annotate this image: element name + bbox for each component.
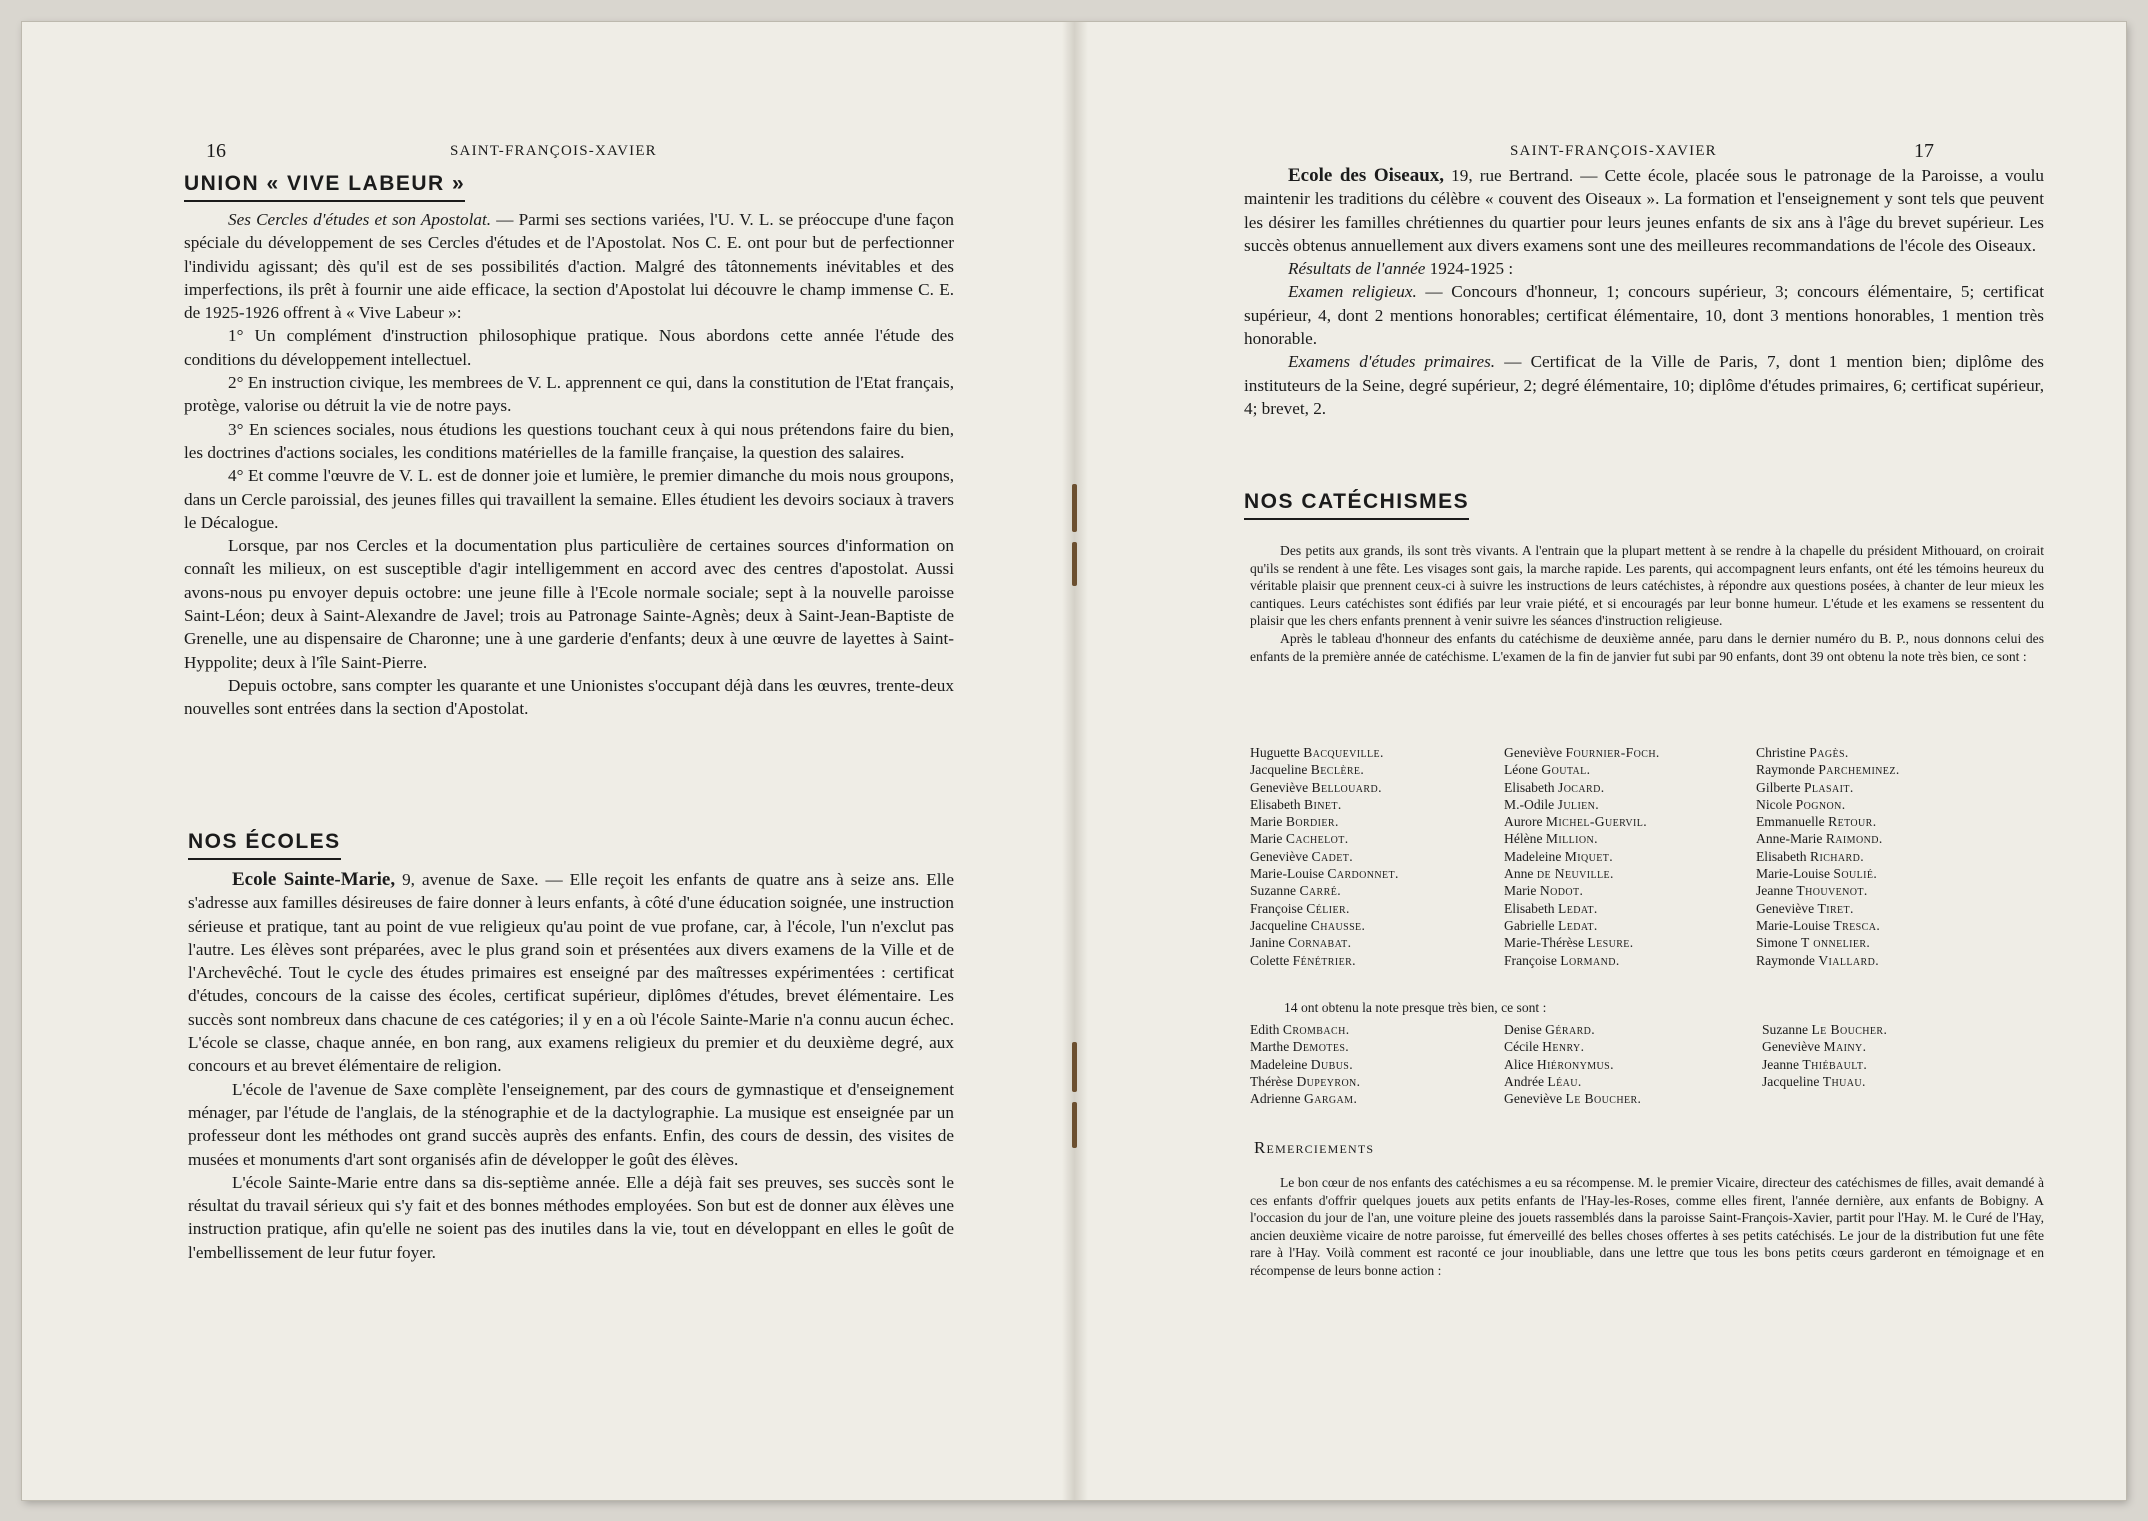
student-name [1250, 761, 1399, 778]
surname: Goutal. [1541, 762, 1591, 778]
first-name: Françoise [1250, 900, 1303, 916]
first-name: Anne [1504, 866, 1534, 882]
surname: Thuau. [1822, 1073, 1866, 1089]
student-name [1504, 900, 1660, 917]
oiseaux-text [1244, 164, 2044, 420]
student-name [1504, 744, 1660, 761]
surname: Tiret. [1817, 900, 1854, 916]
surname: Nodot. [1539, 883, 1584, 899]
student-name [1756, 952, 1900, 969]
first-name: Marie [1250, 814, 1283, 830]
student-name [1250, 900, 1399, 917]
first-name: Edith [1250, 1022, 1280, 1037]
first-name: Geneviève [1250, 779, 1309, 795]
student-name [1250, 952, 1399, 969]
student-name [1504, 813, 1660, 830]
surname: Le Boucher. [1811, 1022, 1888, 1037]
paragraph: L'école de l'avenue de Saxe complète l'enseignement, par des cours de gymnastique et d'enseignement ménager, par l'étude de l'anglais, de la sténographie et de la dactylographie. La musique est enseignée par un professeur dont les méthodes ont grand succès auprès des enfants. Enfin, des cours de dessin, des visites de musées et monuments d'art sont organisés afin de développer le goût des élèves. [188, 1079, 954, 1169]
student-name [1250, 1073, 1360, 1090]
presque-intro: 14 ont obtenu la note presque très bien, ce sont : [1284, 1000, 1547, 1015]
student-name [1504, 865, 1660, 882]
surname: Jocard. [1558, 779, 1605, 795]
first-name: Colette [1250, 952, 1290, 968]
first-name: Suzanne [1762, 1022, 1809, 1037]
ecoles-text [188, 868, 954, 1264]
surname: Beclère. [1310, 762, 1365, 778]
student-name [1504, 1021, 1641, 1038]
first-name: Andrée [1504, 1073, 1545, 1089]
surname: Lormand. [1560, 952, 1620, 968]
first-name: Jacqueline [1250, 917, 1308, 933]
section-heading-catechismes: NOS CATÉCHISMES [1244, 490, 1469, 520]
first-name: Elisabeth [1504, 779, 1555, 795]
surname: Bacqueville. [1303, 745, 1384, 760]
first-name: Madeleine [1504, 848, 1562, 864]
paragraph: 4° Et comme l'œuvre de V. L. est de donner joie et lumière, le premier dimanche du mois nous groupons, dans un Cercle paroissial, des jeunes filles qui travaillent la semaine. Elles étudient les devoirs sociaux à travers le Décalogue. [184, 466, 954, 532]
first-name: Geneviève [1762, 1039, 1821, 1055]
first-name: Marie [1250, 831, 1283, 847]
names-column [1250, 744, 1399, 969]
first-name: Adrienne [1250, 1091, 1301, 1107]
student-name [1504, 934, 1660, 951]
running-head: SAINT-FRANÇOIS-XAVIER [450, 143, 657, 159]
surname: Thouvenot. [1796, 883, 1868, 899]
surname: Pagès. [1809, 745, 1849, 760]
student-name [1504, 830, 1660, 847]
surname: Soulié. [1833, 866, 1878, 882]
student-name [1250, 1090, 1360, 1107]
student-name [1762, 1073, 1887, 1090]
surname: Cadet. [1311, 848, 1354, 864]
paragraph: L'école Sainte-Marie entre dans sa dis-septième année. Elle a déjà fait ses preuves, ses succès sont le résultat du travail sérieux qui s'y fait et des bonnes méthodes employées. Son but est de donner aux élèves une instruction pratique, afin qu'elle ne soient pas des inutiles dans la vie, tout en développant en elles le goût de l'embellissement de leur futur foyer. [188, 1172, 954, 1262]
surname: Célier. [1306, 900, 1350, 916]
student-name [1756, 796, 1900, 813]
first-name: Thérèse [1250, 1073, 1294, 1089]
first-name: Madeleine [1250, 1056, 1308, 1072]
surname: Bellouard. [1311, 779, 1382, 795]
student-name [1504, 1090, 1641, 1107]
paragraph: Des petits aux grands, ils sont très vivants. A l'entrain que la plupart mettent à se rendre à la chapelle du président Mithouard, on croirait qu'ils se rendent à une fête. Les visages sont gais, la marche rapide. Les parents, qui accompagnent leurs enfants, ont été les témoins heureux du véritable plaisir que prennent ceux-ci à suivre les instructions de leurs catéchistes, à répondre aux questions posées, à chanter de leur mieux les cantiques. Leurs catéchistes sont édifiés par leur vraie piété, et si encouragés par leur bonne humeur. L'étude et les examens se ressentent du plaisir que les chers enfants prennent à venir suivre les séances d'instruction religieuse. [1250, 543, 2044, 629]
surname: Viallard. [1818, 952, 1880, 968]
paragraph: Résultats de l'année 1924-1925 : [1288, 259, 1514, 279]
student-name [1504, 882, 1660, 899]
first-name: Elisabeth [1250, 796, 1301, 812]
names-column [1762, 1021, 1887, 1090]
inline-title: Ses Cercles d'études et son Apostolat. [228, 210, 492, 229]
surname: Gargam. [1304, 1091, 1358, 1107]
surname: Fénétrier. [1292, 952, 1356, 968]
first-name: Françoise [1504, 952, 1557, 968]
student-name [1504, 761, 1660, 778]
student-name [1756, 830, 1900, 847]
first-name: Marie-Louise [1756, 917, 1830, 933]
student-name [1504, 779, 1660, 796]
first-name: Jacqueline [1762, 1073, 1820, 1089]
first-name: Marie-Louise [1756, 866, 1830, 882]
first-name: Jeanne [1756, 883, 1793, 899]
surname: Pognon. [1795, 796, 1846, 812]
student-name [1250, 882, 1399, 899]
first-name: Marthe [1250, 1039, 1290, 1055]
surname: Dupeyron. [1296, 1073, 1361, 1089]
first-name: Aurore [1504, 814, 1543, 830]
student-name [1504, 917, 1660, 934]
paragraph: Après le tableau d'honneur des enfants du catéchisme de deuxième année, paru dans le dernier numéro du B. P., nous donnons celui des enfants de la première année de catéchisme. L'examen de la fin de janvier fut subi par 90 enfants, dont 39 ont obtenu la note très bien, ce sont : [1250, 630, 2044, 664]
surname: Miquet. [1564, 848, 1614, 864]
paragraph: Ecole Sainte-Marie, 9, avenue de Saxe. — Elle reçoit les enfants de quatre ans à seize ans. Elle s'adresse aux familles désireuses de faire donner à leurs enfants, à côté d'une éducation soignée, une instruction sérieuse et pratique, tant au point de vue religieux qu'au point de vue profane, car, à l'école, l'un n'exclut pas l'autre. Les élèves sont préparées, avec le plus grand soin et présentées aux divers examens de la Ville et de l'Archevêché. Tout le cycle des études primaires est enseigné par des maîtresses expérimentées : certificat d'études, concours de la caisse des écoles, certificat supérieur, diplômes d'études, brevet élémentaire. Les succès sont nombreux dans chacune de ces catégories; il y en a où l'école Sainte-Marie n'a connu aucun échec. L'école se classe, chaque année, en bon rang, aux examens religieux du premier et du deuxième degré, aux concours et au brevet élémentaire de religion. [188, 869, 954, 1076]
surname: Million. [1545, 831, 1598, 847]
student-name [1504, 796, 1660, 813]
section-heading-union: UNION « VIVE LABEUR » [184, 172, 465, 202]
first-name: Gilberte [1756, 779, 1801, 795]
surname: Michel-Guervil. [1545, 814, 1648, 830]
student-name [1762, 1056, 1887, 1073]
first-name: Léone [1504, 762, 1538, 778]
first-name: Elisabeth [1504, 900, 1555, 916]
first-name: Jeanne [1762, 1056, 1799, 1072]
paragraph: Le bon cœur de nos enfants des catéchismes a eu sa récompense. M. le premier Vicaire, directeur des catéchismes de filles, avait demandé à ces enfants d'offrir quelques jouets aux petits enfants de l'Hay-les-Roses, comme elles firent, l'année dernière, aux enfants de Bobigny. A l'occasion du jour de l'an, une voiture pleine des jouets rassemblés dans la paroisse Saint-François-Xavier, partit pour l'Hay. M. le Curé de l'Hay, ancien deuxième vicaire de notre paroisse, fut émerveillé des belles choses offertes à ses petits catéchisés. Le jour de la distribution fut une fête rare à l'Hay. Voilà comment est raconté ce jour inoubliable, dans une lettre que tous les bons petits cœurs garderont en témoignage et en récompense de leurs bonne action : [1250, 1175, 2044, 1278]
surname: Léau. [1547, 1073, 1582, 1089]
surname: Tresca. [1833, 917, 1881, 933]
surname: Hiéronymus. [1536, 1056, 1614, 1072]
surname: Gérard. [1545, 1022, 1596, 1037]
paragraph: 3° En sciences sociales, nous étudions les questions touchant ceux à qui nous prétendons faire du bien, les doctrines d'actions sociales, les conditions matérielles de la famille française, la question des salaires. [184, 419, 954, 462]
first-name: Janine [1250, 935, 1285, 951]
surname: Raimond. [1825, 831, 1883, 847]
first-name: M.-Odile [1504, 796, 1555, 812]
student-name [1756, 917, 1900, 934]
surname: de Neuville. [1536, 866, 1614, 882]
catechismes-text [1250, 542, 2044, 665]
names-column [1756, 744, 1900, 969]
surname: Demotes. [1292, 1039, 1350, 1055]
booklet-spread [22, 22, 2126, 1500]
student-name [1756, 744, 1900, 761]
student-name [1250, 796, 1399, 813]
first-name: Geneviève [1504, 745, 1563, 760]
student-name [1250, 830, 1399, 847]
surname: Thiébault. [1802, 1056, 1868, 1072]
surname: Mainy. [1823, 1039, 1867, 1055]
first-name: Geneviève [1504, 1091, 1563, 1107]
surname: Richard. [1810, 848, 1865, 864]
student-name [1250, 744, 1399, 761]
surname: Ledat. [1557, 917, 1598, 933]
surname: Cornabat. [1288, 935, 1352, 951]
first-name: Huguette [1250, 745, 1300, 760]
paragraph: 1° Un complément d'instruction philosophique pratique. Nous abordons cette année l'étude des conditions du développement intellectuel. [184, 326, 954, 369]
first-name: Marie-Louise [1250, 866, 1324, 882]
first-name: Cécile [1504, 1039, 1539, 1055]
surname: Plasait. [1803, 779, 1854, 795]
surname: Carré. [1299, 883, 1342, 899]
first-name: Elisabeth [1756, 848, 1807, 864]
first-name: Suzanne [1250, 883, 1297, 899]
names-column [1504, 744, 1660, 969]
surname: Retour. [1828, 814, 1877, 830]
remerciements-title: Remerciements [1254, 1138, 1375, 1157]
student-name [1250, 813, 1399, 830]
student-name [1756, 779, 1900, 796]
student-name [1250, 1021, 1360, 1038]
student-name [1250, 917, 1399, 934]
student-name [1762, 1021, 1887, 1038]
surname: Binet. [1304, 796, 1342, 812]
page-number: 17 [1914, 140, 1934, 162]
surname: Crombach. [1282, 1022, 1350, 1037]
student-name [1504, 1056, 1641, 1073]
student-name [1250, 1038, 1360, 1055]
student-name [1756, 900, 1900, 917]
first-name: Anne-Marie [1756, 831, 1823, 847]
first-name: Christine [1756, 745, 1806, 760]
student-name [1756, 865, 1900, 882]
paragraph: 2° En instruction civique, les membrees de V. L. apprennent ce qui, dans la constitution de l'Etat français, protège, valorise ou détruit la vie de notre pays. [184, 373, 954, 416]
student-name [1250, 848, 1399, 865]
first-name: Alice [1504, 1056, 1534, 1072]
student-name [1756, 882, 1900, 899]
school-name: Ecole Sainte-Marie, [232, 869, 396, 890]
paragraph: Examen religieux. — Concours d'honneur, 1; concours supérieur, 3; concours élémentaire, 5; certificat supérieur, 4, dont 2 mentions honorables; certificat élémentaire, 10, dont 3 mentions honorables, 1 mention très honorable. [1244, 282, 2044, 349]
paragraph: Ses Cercles d'études et son Apostolat. — Parmi ses sections variées, l'U. V. L. se préoccupe d'une façon spéciale du développement de ses Cercles d'études et de l'Apostolat. Nos C. E. ont pour but de perfectionner l'individu agissant; dès qu'il est de ses possibilités d'action. Malgré des tâtonnements inévitables et des imperfections, ils prêt à fournir une aide efficace, la section d'Apostolat lui découvre le champ immense C. E. de 1925-1926 offrent à « Vive Labeur »: [184, 210, 955, 323]
first-name: Hélène [1504, 831, 1543, 847]
first-name: Simone [1756, 935, 1798, 951]
surname: Le Boucher. [1565, 1091, 1642, 1107]
student-name [1504, 848, 1660, 865]
first-name: Marie [1504, 883, 1537, 899]
student-name [1756, 848, 1900, 865]
paragraph: Depuis octobre, sans compter les quarante et une Unionistes s'occupant déjà dans les œuvres, trente-deux nouvelles sont entrées dans la section d'Apostolat. [184, 675, 954, 719]
surname: Fournier-Foch. [1565, 745, 1660, 760]
surname: Henry. [1542, 1039, 1585, 1055]
right-page [1074, 22, 2126, 1500]
page-number: 16 [206, 140, 226, 162]
surname: Cardonnet. [1327, 866, 1399, 882]
student-name [1756, 761, 1900, 778]
surname: Bordier. [1285, 814, 1339, 830]
student-name [1250, 865, 1399, 882]
student-name [1250, 779, 1399, 796]
student-name [1250, 934, 1399, 951]
surname: Chausse. [1310, 917, 1366, 933]
first-name: Geneviève [1756, 900, 1815, 916]
school-name: Ecole des Oiseaux, [1288, 165, 1445, 186]
first-name: Nicole [1756, 796, 1793, 812]
names-column [1504, 1021, 1641, 1107]
surname: Dubus. [1310, 1056, 1354, 1072]
surname: Lesure. [1587, 935, 1634, 951]
surname: Parcheminez. [1818, 762, 1900, 778]
first-name: Jacqueline [1250, 762, 1308, 778]
remerciements-text [1250, 1174, 2044, 1280]
student-name [1504, 1073, 1641, 1090]
student-name [1756, 813, 1900, 830]
paragraph: Examens d'études primaires. — Certificat de la Ville de Paris, 7, dont 1 mention bien; diplôme des instituteurs de la Seine, degré supérieur, 2; degré élémentaire, 10; diplôme d'études primaires, 6; certificat supérieur, 4; brevet, 2. [1244, 352, 2044, 418]
student-name [1504, 1038, 1641, 1055]
paragraph: Lorsque, par nos Cercles et la documentation plus particulière de certaines sources d'information on connaît les milieux, on est susceptible d'agir intelligemment en accord avec des centres d'apostolat. Aussi avons-nous pu envoyer depuis octobre: une jeune fille à l'Ecole normale sociale; sept à la nouvelle paroisse Saint-Léon; deux à Saint-Alexandre de Javel; trois au Patronage Sainte-Agnès; deux à Saint-Jean-Baptiste de Grenelle, une au dispensaire de Charonne; une à une garderie d'enfants; deux à une œuvre de layettes à Saint-Hyppolite; deux à l'île Saint-Pierre. [184, 536, 954, 672]
first-name: Emmanuelle [1756, 814, 1825, 830]
union-text [184, 208, 954, 721]
surname: Cachelot. [1285, 831, 1349, 847]
surname: Julien. [1557, 796, 1600, 812]
section-heading-ecoles: NOS ÉCOLES [188, 830, 341, 860]
paragraph: Ecole des Oiseaux, 19, rue Bertrand. — Cette école, placée sous le patronage de la Paroisse, a voulu maintenir les traditions du célèbre « couvent des Oiseaux ». La formation et l'enseignement y sont tels que peuvent les désirer les familles chrétiennes du quartier pour leurs jeunes enfants de six ans à l'âge du brevet supérieur. Les succès obtenus annuellement aux divers examens sont une des meilleures recommandations de l'école des Oiseaux. [1244, 165, 2044, 255]
student-name [1762, 1038, 1887, 1055]
first-name: Geneviève [1250, 848, 1309, 864]
surname: Ledat. [1558, 900, 1598, 916]
left-page [22, 22, 1074, 1500]
first-name: Gabrielle [1504, 917, 1555, 933]
first-name: Raymonde [1756, 952, 1815, 968]
student-name [1250, 1056, 1360, 1073]
student-name [1756, 934, 1900, 951]
running-head: SAINT-FRANÇOIS-XAVIER [1510, 143, 1717, 159]
surname: T onnelier. [1800, 935, 1871, 951]
first-name: Denise [1504, 1022, 1542, 1037]
student-name [1504, 952, 1660, 969]
first-name: Marie-Thérèse [1504, 935, 1585, 951]
names-column [1250, 1021, 1360, 1107]
first-name: Raymonde [1756, 762, 1815, 778]
